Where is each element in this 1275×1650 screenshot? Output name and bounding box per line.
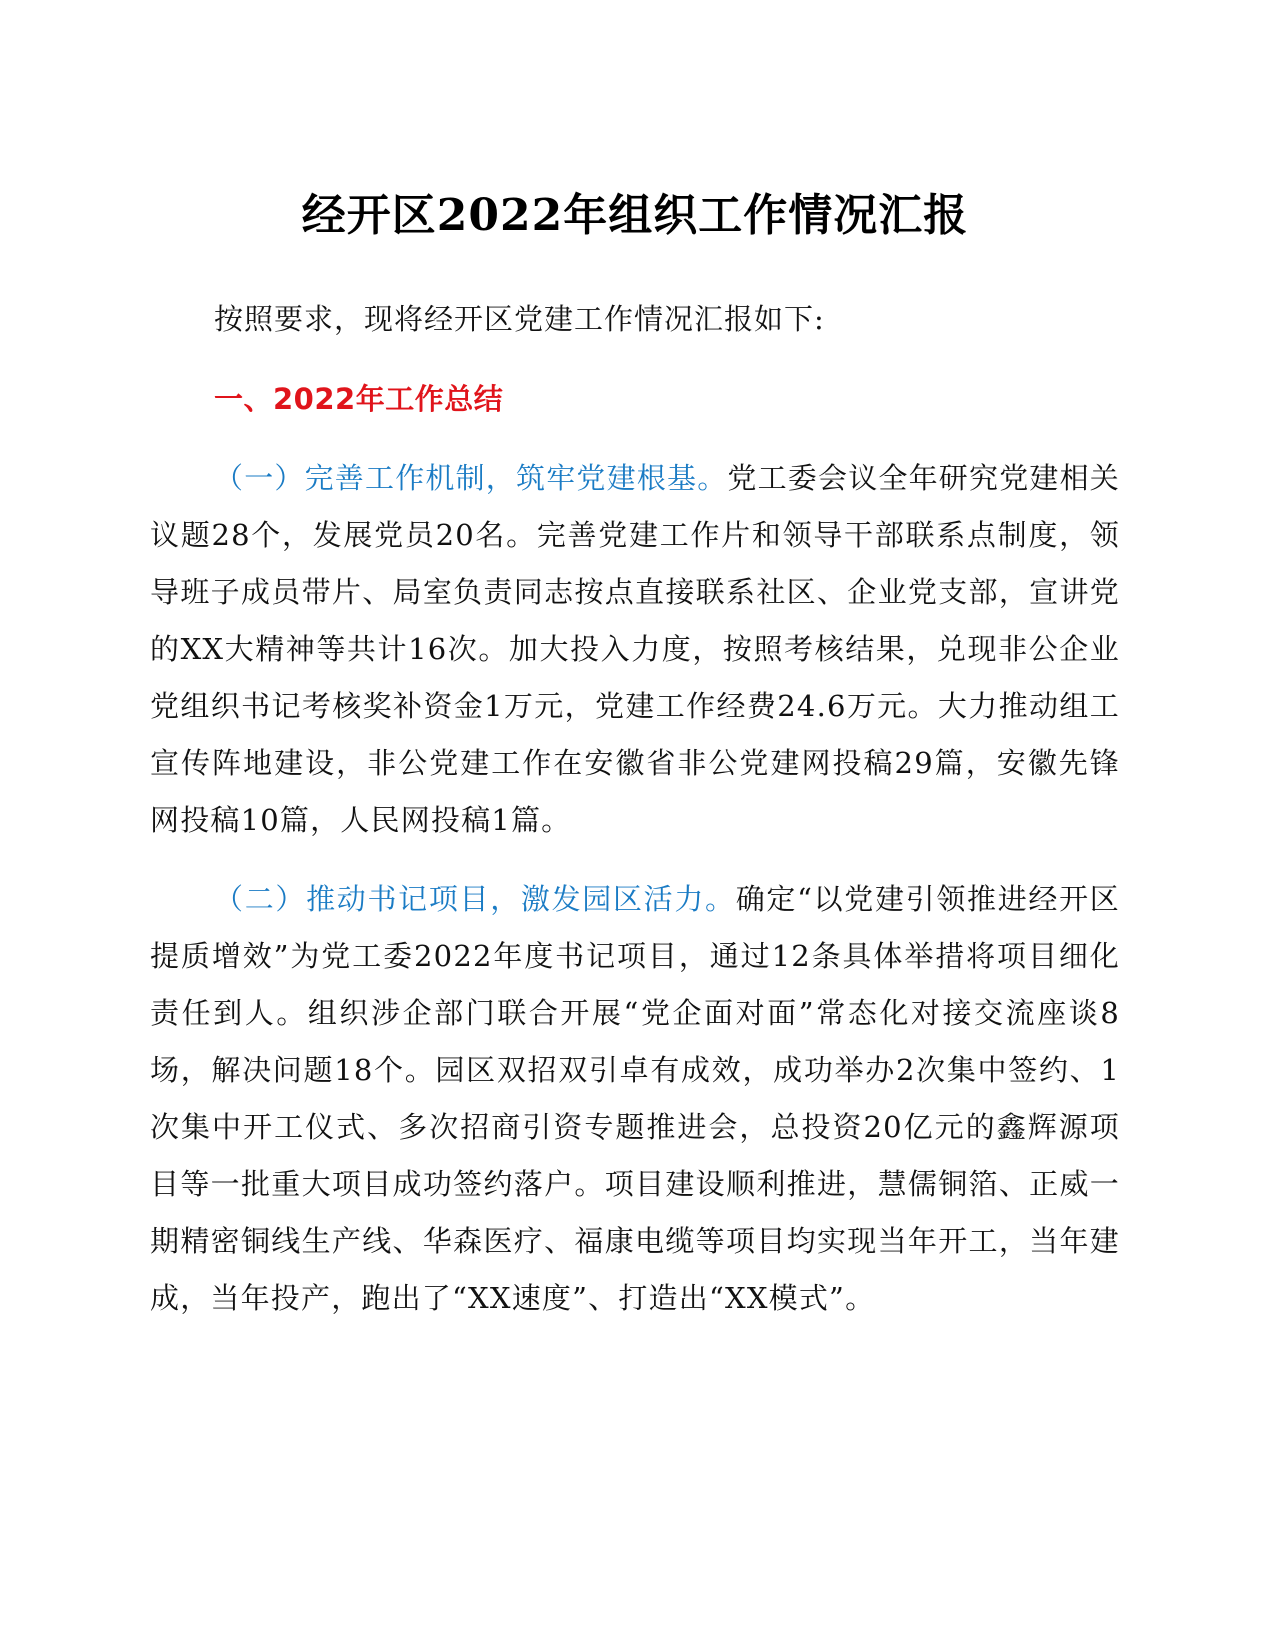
intro-paragraph: 按照要求，现将经开区党建工作情况汇报如下:: [214, 302, 825, 336]
paragraph-lead-heading: （一）完善工作机制，筑牢党建根基。: [214, 461, 728, 495]
document-content: [150, 186, 1120, 1327]
paragraph-lead-heading: （二）推动书记项目，激发园区活力。: [214, 882, 736, 916]
section-heading-summary: 一、2022年工作总结: [214, 382, 504, 416]
paragraph-body-text: 确定“以党建引领推进经开区提质增效”为党工委2022年度书记项目，通过12条具体举措将项目细化责任到人。组织涉企部门联合开展“党企面对面”常态化对接交流座谈8场，解决问题18个。园区双招双引卓有成效，成功举办2次集中签约、1次集中开工仪式、多次招商引资专题推进会，总投资20亿元的鑫辉源项目等一批重大项目成功签约落户。项目建设顺利推进，慧儒铜箔、正威一期精密铜线生产线、华森医疗、福康电缆等项目均实现当年开工，当年建成，当年投产，跑出了“XX速度”、打造出“XX模式”。: [150, 882, 1120, 1315]
paragraph-secretary-project: [150, 871, 1120, 1327]
paragraph-work-mechanism: [150, 450, 1120, 849]
paragraph-body-text: 党工委会议全年研究党建相关议题28个，发展党员20名。完善党建工作片和领导干部联系点制度，领导班子成员带片、局室负责同志按点直接联系社区、企业党支部，宣讲党的XX大精神等共计16次。加大投入力度，按照考核结果，兑现非公企业党组织书记考核奖补资金1万元，党建工作经费24.6万元。大力推动组工宣传阵地建设，非公党建工作在安徽省非公党建网投稿29篇，安徽先锋网投稿10篇，人民网投稿1篇。: [150, 461, 1121, 837]
document-title: 经开区2022年组织工作情况汇报: [301, 190, 969, 241]
